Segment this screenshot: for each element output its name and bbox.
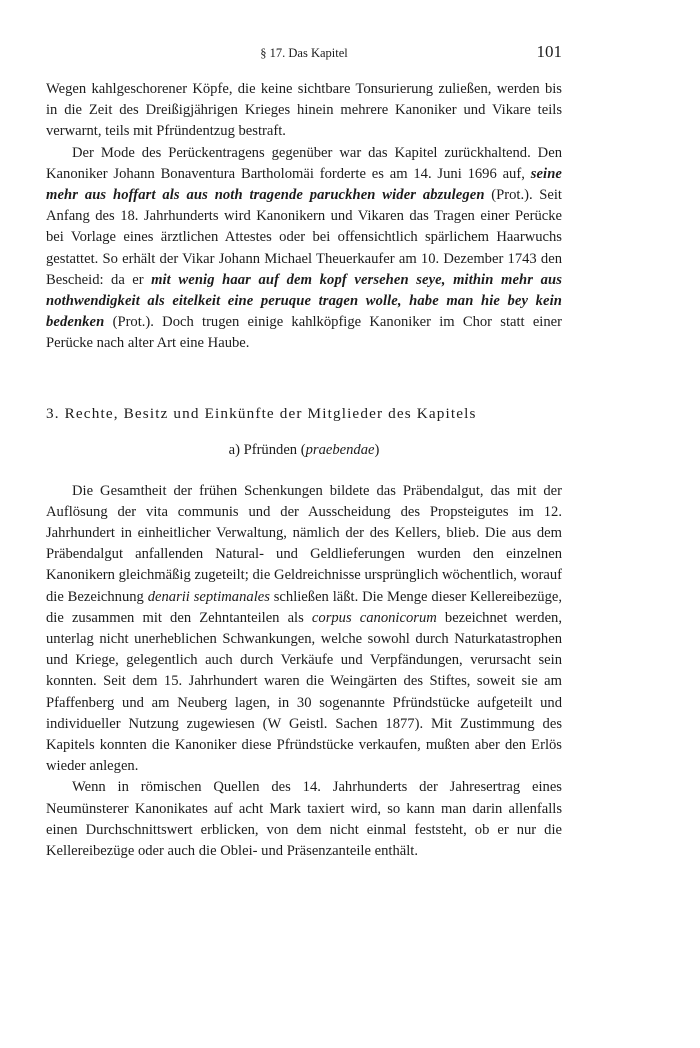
paragraph-praebendalgut: Die Gesamtheit der frühen Schenkungen bildete das Präbendalgut, das mit der Auflösung der vita communis und der Ausscheidung des Propsteigutes im 12. Jahrhundert in einheitlicher Verwaltung, nämlich der des Kellers, blieb. Die aus dem Präbendalgut anfallenden Natural- und Geldlieferungen wurden den einzelnen Kanonikern gleichmäßig zugeteilt; die Geldreichnisse ursprünglich wöchentlich, worauf die Bezeichnung denarii septimanales schließen läßt. Die Menge dieser Kellereibezüge, die zusammen mit den Zehntanteilen als corpus canonicorum bezeichnet werden, unterlag nicht unerheblichen Schwankungen, welche sowohl durch Naturkatastrophen und Kriege, gelegentlich auch durch Verkäufe und Verpfändungen, verursacht sein konnten. Seit dem 15. Jahrhundert waren die Weingärten des Stiftes, soweit sie am Pfaffenberg und am Neuberg lagen, in 30 sogenannte Pfründstücke aufgeteilt und individueller Nutzung zugewiesen (W Geistl. Sachen 1877). Mit Zustimmung des Kapitels konnten die Kanoniker diese Pfründstücke verkaufen, mußten aber den Erlös wieder anlegen.	[46, 482, 562, 775]
subsection-heading: a) Pfründen (praebendae)	[228, 441, 380, 458]
section-heading: 3. Rechte, Besitz und Einkünfte der Mitglieder des Kapitels	[46, 404, 477, 422]
page-number: 101	[536, 42, 562, 61]
quotation: seine mehr aus hoffart als aus noth tragende paruckhen wider abzulegen	[46, 165, 562, 204]
latin-term: praebendae	[305, 441, 375, 458]
latin-term: denarii septimanales	[147, 588, 270, 605]
paragraph-wigs: Der Mode des Perückentragens gegenüber war das Kapitel zurückhaltend. Den Kanoniker Johann Bonaventura Bartholomäi forderte es am 14. Juni 1696 auf, seine mehr aus hoffart als aus noth tragende paruckhen wider abzulegen (Prot.). Seit Anfang des 18. Jahrhunderts wird Kanonikern und Vikaren das Tragen einer Perücke bei Vorlage eines ärztlichen Attestes oder bei offensichtlich spärlichem Haarwuchs gestattet. So erhält der Vikar Johann Michael Theuerkaufer am 10. Dezember 1743 den Bescheid: da er mit wenig haar auf dem kopf versehen seye, mithin mehr aus nothwendigkeit als eitelkeit eine peruque tragen wolle, habe man hie bey kein bedenken (Prot.). Doch trugen einige kahlköpfige Kanoniker im Chor statt einer Perücke nach alter Art eine Haube.	[46, 144, 562, 352]
paragraph-jahresertrag: Wenn in römischen Quellen des 14. Jahrhunderts der Jahresertrag eines Neumünsterer Kanonikates auf acht Mark taxiert wird, so kann man darin allenfalls einen Durchschnittswert erblicken, von dem nicht einmal feststeht, ob er nur die Kellereibezüge oder auch die Oblei- und Präsenzanteile enthält.	[46, 779, 562, 860]
quotation: mit wenig haar auf dem kopf versehen seye, mithin mehr aus nothwendigkeit als eitelkeit eine peruque tragen wolle, habe man hie bey kein bedenken	[46, 271, 562, 331]
page-header	[46, 40, 562, 62]
latin-term: corpus canonicorum	[311, 609, 437, 626]
paragraph-tonsure: Wegen kahlgeschorener Köpfe, die keine sichtbare Tonsurierung zuließen, werden bis in die Zeit des Dreißigjährigen Krieges hinein mehrere Kanoniker und Vikare teils verwarnt, teils mit Pfründentzug bestraft.	[46, 81, 562, 140]
book-page	[46, 40, 562, 862]
running-title: § 17. Das Kapitel	[260, 46, 348, 60]
